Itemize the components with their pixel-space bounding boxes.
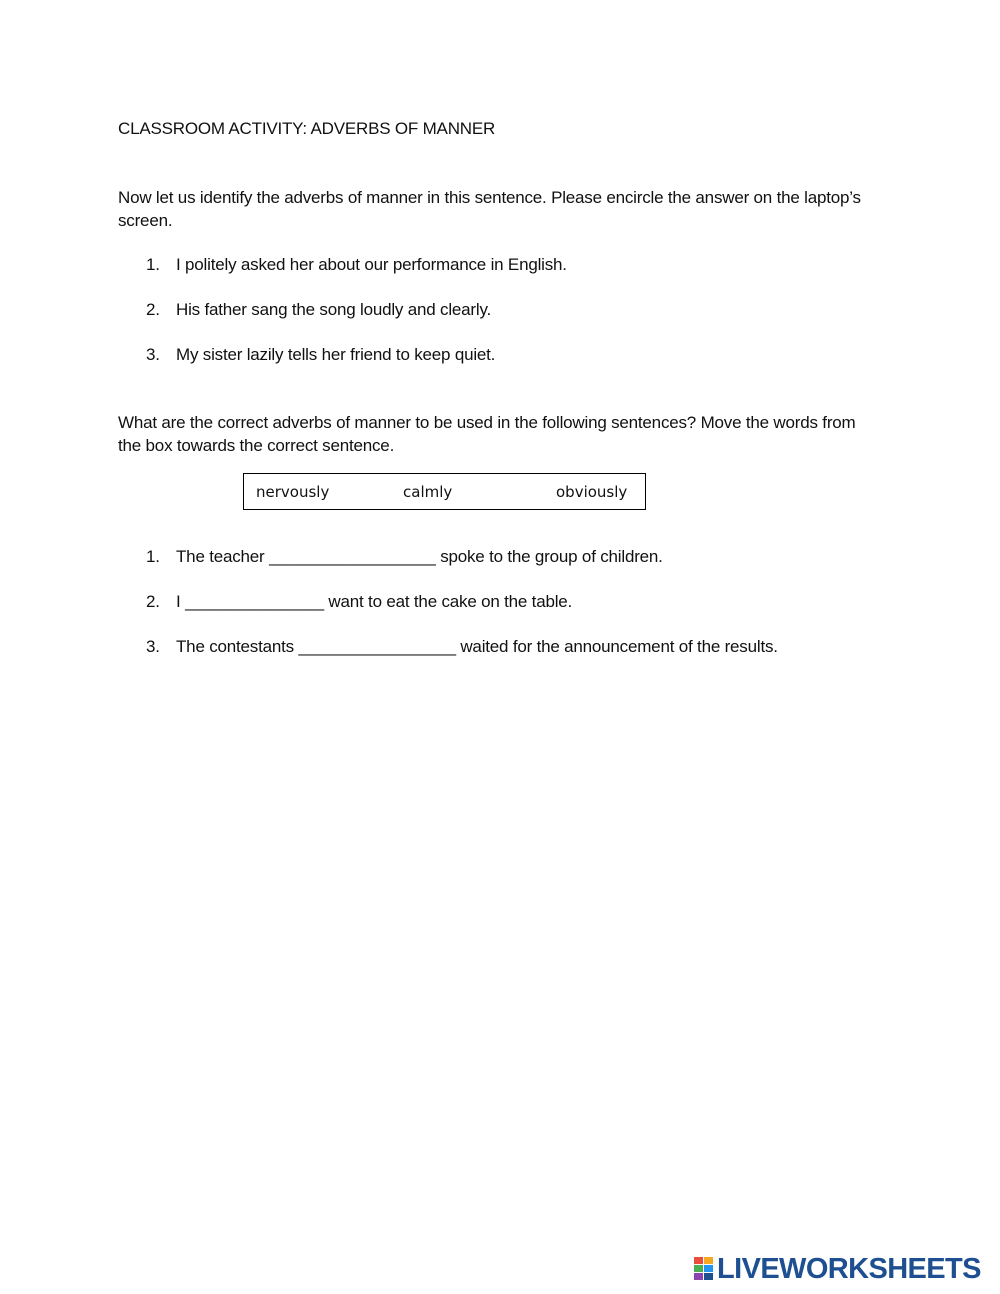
sentence-end: want to eat the cake on the table. — [328, 592, 573, 611]
section2-item — [146, 637, 778, 657]
sentence-end: spoke to the group of children. — [440, 547, 663, 566]
logo-square — [694, 1265, 703, 1272]
liveworksheets-logo-icon — [694, 1257, 714, 1281]
section2-instruction: What are the correct adverbs of manner to be used in the following sentences? Move the words from the box towards the correct sentence. — [118, 413, 856, 455]
logo-text: LIVEWORKSHEETS — [717, 1252, 981, 1285]
logo-square — [694, 1257, 703, 1264]
item-number: 3. — [146, 637, 160, 656]
section1-item[interactable] — [146, 300, 491, 320]
section1-item[interactable] — [146, 345, 495, 365]
draggable-word-nervously[interactable]: nervously — [256, 483, 330, 501]
item-number: 2. — [146, 300, 160, 319]
draggable-word-obviously[interactable]: obviously — [556, 483, 628, 501]
section1-item[interactable] — [146, 255, 567, 275]
section2-item — [146, 592, 572, 612]
sentence-start: I — [176, 592, 181, 611]
item-sentence[interactable]: I politely asked her about our performance in English. — [176, 255, 567, 274]
item-sentence[interactable]: His father sang the song loudly and clearly. — [176, 300, 492, 319]
section1-instruction: Now let us identify the adverbs of manner in this sentence. Please encircle the answer on the laptop’s screen. — [118, 188, 861, 230]
item-sentence[interactable]: My sister lazily tells her friend to keep quiet. — [176, 345, 496, 364]
sentence-start: The teacher — [176, 547, 265, 566]
item-number: 1. — [146, 547, 160, 566]
word-bank-box — [243, 473, 646, 510]
draggable-word-calmly[interactable]: calmly — [403, 483, 453, 501]
logo-square — [704, 1265, 713, 1272]
logo-square — [694, 1273, 703, 1280]
drop-blank[interactable]: _______________ — [185, 592, 324, 611]
logo-square — [704, 1257, 713, 1264]
liveworksheets-logo — [694, 1254, 981, 1284]
drop-blank[interactable]: __________________ — [269, 547, 436, 566]
item-number: 2. — [146, 592, 160, 611]
item-number: 3. — [146, 345, 160, 364]
sentence-start: The contestants — [176, 637, 294, 656]
sentence-end: waited for the announcement of the results. — [460, 637, 778, 656]
logo-square — [704, 1273, 713, 1280]
page-title: CLASSROOM ACTIVITY: ADVERBS OF MANNER — [118, 119, 496, 138]
drop-blank[interactable]: _________________ — [298, 637, 456, 656]
item-number: 1. — [146, 255, 160, 274]
section2-item — [146, 547, 663, 567]
